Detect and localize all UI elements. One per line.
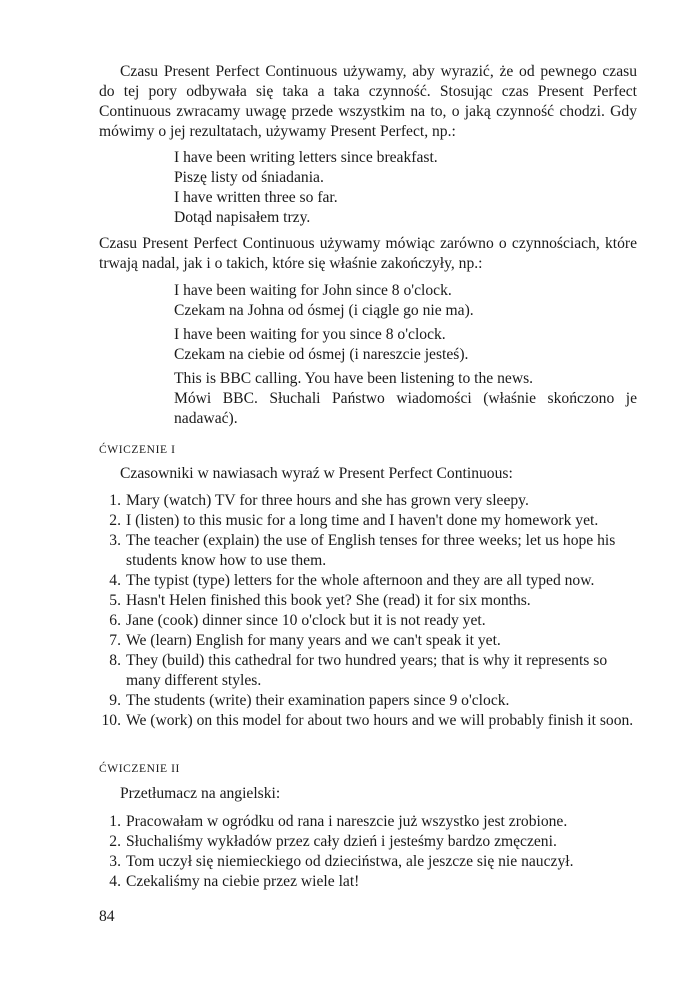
item-text: We (work) on this model for about two hours and we will probably finish it soon. [126, 712, 634, 729]
list-item [99, 491, 637, 511]
item-number: 6. [109, 612, 121, 629]
page-number: 84 [99, 908, 115, 925]
item-number: 8. [109, 652, 121, 669]
example-line: I have been waiting for John since 8 o'clock. [174, 282, 452, 299]
list-item [99, 691, 637, 711]
example-line: Mówi BBC. Słuchali Państwo wiadomości (właśnie skończono je nadawać). [174, 390, 637, 427]
examples-block-1 [174, 148, 637, 228]
list-item [99, 832, 637, 852]
item-number: 4. [109, 873, 121, 890]
list-item [99, 872, 637, 892]
item-number: 7. [109, 632, 121, 649]
list-item [99, 631, 637, 651]
item-text: We (learn) English for many years and we can't speak it yet. [126, 632, 501, 649]
item-number: 5. [109, 592, 121, 609]
list-item [99, 711, 637, 731]
intro-paragraph-2: Czasu Present Perfect Continuous używamy mówiąc zarówno o czynnościach, które trwają nadal, jak i o takich, które się właśnie zakończyły, np.: [99, 235, 637, 272]
list-item [99, 651, 637, 691]
exercise-2-heading: ĆWICZENIE II [99, 763, 180, 775]
example-line: This is BBC calling. You have been listening to the news. [174, 370, 534, 387]
item-text: The teacher (explain) the use of English tenses for three weeks; let us hope his students know how to use them. [126, 532, 616, 569]
item-text: I (listen) to this music for a long time and I haven't done my homework yet. [126, 512, 599, 529]
item-text: Czekaliśmy na ciebie przez wiele lat! [126, 873, 360, 890]
item-number: 3. [109, 532, 121, 549]
examples-block-2 [174, 281, 637, 429]
item-number: 9. [109, 692, 121, 709]
example-line: Czekam na Johna od ósmej (i ciągle go nie ma). [174, 302, 474, 319]
example-line: Piszę listy od śniadania. [174, 169, 324, 186]
list-item [99, 531, 637, 571]
item-text: Tom uczył się niemieckiego od dzieciństwa, ale jeszcze się nie nauczył. [126, 853, 574, 870]
example-line: Czekam na ciebie od ósmej (i nareszcie jesteś). [174, 346, 469, 363]
item-text: Pracowałam w ogródku od rana i nareszcie już wszystko jest zrobione. [126, 813, 568, 830]
exercise-2-instruction: Przetłumacz na angielski: [120, 785, 281, 802]
list-item [99, 591, 637, 611]
item-number: 1. [109, 492, 121, 509]
example-line: I have been waiting for you since 8 o'clock. [174, 326, 446, 343]
list-item [99, 812, 637, 832]
item-text: Słuchaliśmy wykładów przez cały dzień i jesteśmy bardzo zmęczeni. [126, 833, 557, 850]
item-number: 1. [109, 813, 121, 830]
item-number: 2. [109, 833, 121, 850]
list-item [99, 571, 637, 591]
item-number: 2. [109, 512, 121, 529]
item-number: 4. [109, 572, 121, 589]
example-line: Dotąd napisałem trzy. [174, 209, 311, 226]
item-number: 10. [101, 712, 121, 729]
item-text: They (build) this cathedral for two hundred years; that is why it represents so many different styles. [126, 652, 608, 689]
item-text: The students (write) their examination papers since 9 o'clock. [126, 692, 510, 709]
item-number: 3. [109, 853, 121, 870]
exercise-1-instruction: Czasowniki w nawiasach wyraź w Present Perfect Continuous: [120, 465, 513, 482]
example-line: I have been writing letters since breakfast. [174, 149, 438, 166]
item-text: Mary (watch) TV for three hours and she has grown very sleepy. [126, 492, 529, 509]
exercise-1-heading: ĆWICZENIE I [99, 444, 176, 456]
list-item [99, 511, 637, 531]
item-text: Jane (cook) dinner since 10 o'clock but it is not ready yet. [126, 612, 486, 629]
exercise-1-list [99, 491, 637, 731]
list-item [99, 852, 637, 872]
example-line: I have written three so far. [174, 189, 338, 206]
intro-paragraph-1: Czasu Present Perfect Continuous używamy, aby wyrazić, że od pewnego czasu do tej pory odbywała się taka a taka czynność. Stosując czas Present Perfect Continuous zwracamy uwagę przede wszystkim na to, o jaką czynność chodzi. Gdy mówimy o jej rezultatach, używamy Present Perfect, np.: [99, 63, 637, 140]
exercise-2-list [99, 812, 637, 892]
item-text: Hasn't Helen finished this book yet? She (read) it for six months. [126, 592, 531, 609]
list-item [99, 611, 637, 631]
item-text: The typist (type) letters for the whole afternoon and they are all typed now. [126, 572, 595, 589]
